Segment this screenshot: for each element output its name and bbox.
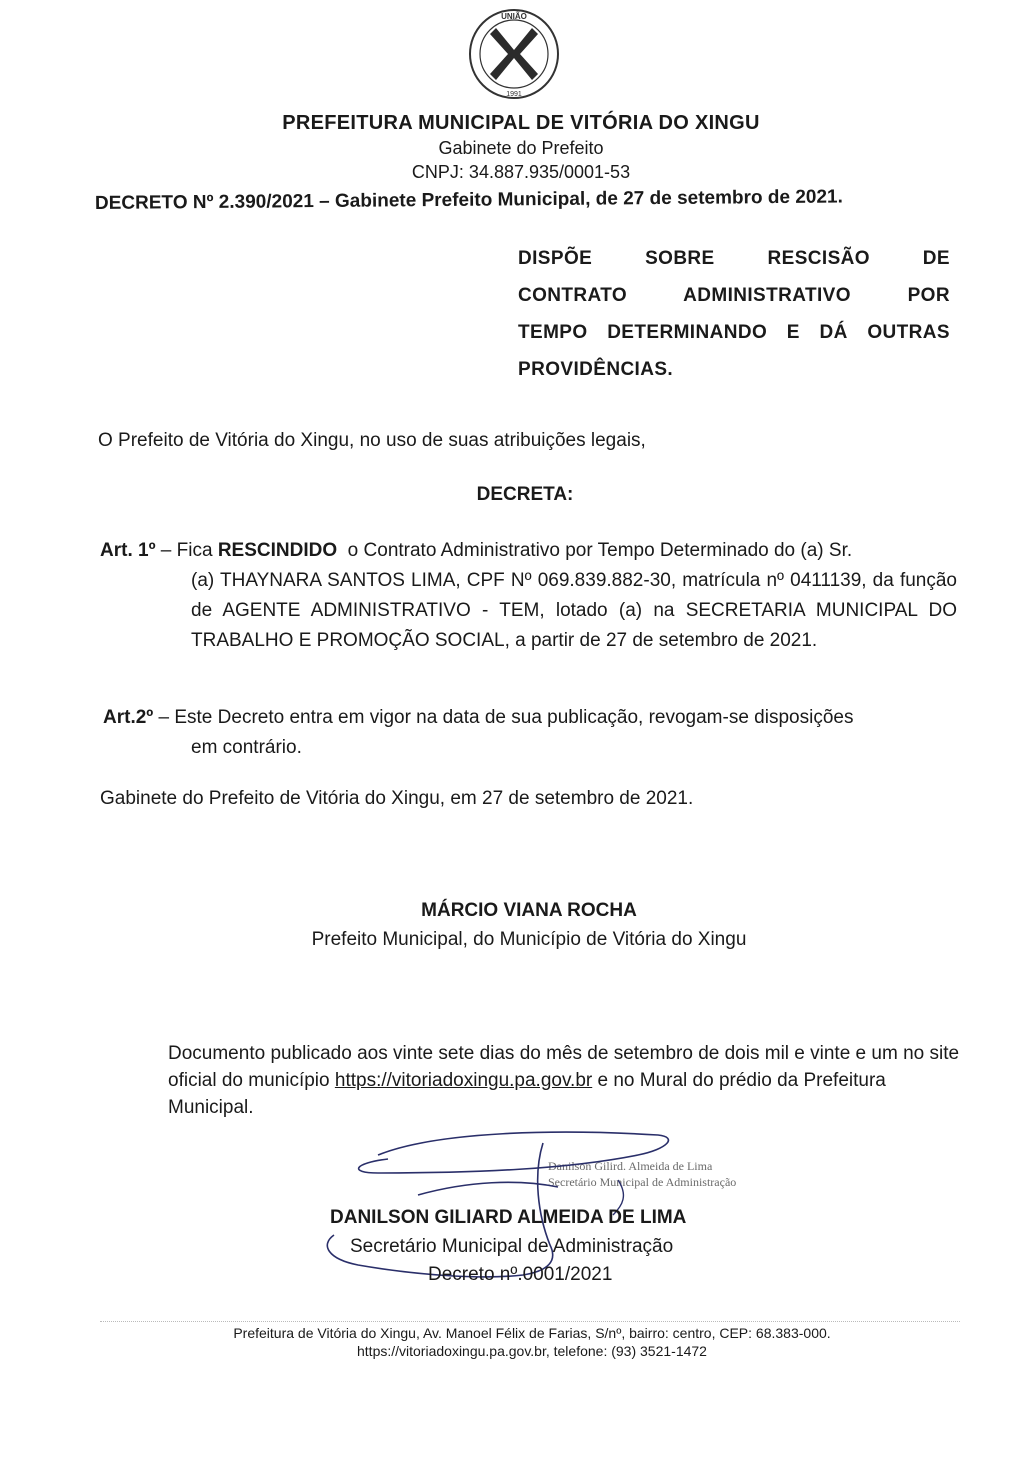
handwritten-signature [318,1125,758,1285]
secretary-name: DANILSON GILIARD ALMEIDA DE LIMA [330,1207,687,1228]
footer-contact: https://vitoriadoxingu.pa.gov.br, telefone: (93) 3521-1472 [357,1343,707,1359]
article-1-label: Art. 1º [100,540,156,561]
ementa-line: TEMPO DETERMINANDO E DÁ OUTRAS [518,322,950,343]
article-2-label: Art.2º [103,707,154,728]
ementa-line: PROVIDÊNCIAS. [518,359,674,380]
article-2-body: em contrário. [191,737,302,758]
cnpj: CNPJ: 34.887.935/0001-53 [411,162,631,182]
decree-ementa [518,240,950,388]
ementa-line: DISPÕE SOBRE RESCISÃO DE [518,248,950,269]
municipal-seal [466,6,562,102]
preamble: O Prefeito de Vitória do Xingu, no uso de suas atribuições legais, [98,430,646,451]
mayor-role: Prefeito Municipal, do Município de Vitória do Xingu [311,929,747,950]
article-2: Art.2º – Este Decreto entra em vigor na data de sua publicação, revogam-se disposições [103,707,854,728]
mayor-name: MÁRCIO VIANA ROCHA [421,900,637,921]
decreta-heading: DECRETA: [476,484,574,505]
institution-name: PREFEITURA MUNICIPAL DE VITÓRIA DO XINGU [282,112,760,134]
secretary-role: Secretário Municipal de Administração [350,1236,674,1257]
signature-stamp: Danilson Gilird. Almeida de Lima Secretário Municipal de Administração [548,1159,737,1189]
article-1-body: (a) THAYNARA SANTOS LIMA, CPF Nº 069.839.882-30, matrícula nº 0411139, da função de AGENTE ADMINISTRATIVO - TEM, lotado (a) na SECRETARIA MUNICIPAL DO TRABALHO E PROMOÇÃO SOCIAL, a partir de 27 de setembro de 2021. [191,570,957,651]
footer-address: Prefeitura de Vitória do Xingu, Av. Manoel Félix de Farias, S/nº, bairro: centro, CEP: 68.383-000. [233,1325,831,1341]
svg-text:1991: 1991 [506,91,522,98]
decree-title: DECRETO Nº 2.390/2021 – Gabinete Prefeito Municipal, de 27 de setembro de 2021. [94,186,843,214]
ementa-line: CONTRATO ADMINISTRATIVO POR [518,285,950,306]
closing-line: Gabinete do Prefeito de Vitória do Xingu, em 27 de setembro de 2021. [100,788,694,809]
publication-note: Documento publicado aos vinte sete dias do mês de setembro de dois mil e vinte e um no site oficial do município https://vitoriadoxingu.pa.gov.br e no Mural do prédio da Prefeitura Municipal. [168,1043,960,1118]
svg-text:UNIÃO: UNIÃO [501,12,527,21]
municipality-site-link[interactable]: https://vitoriadoxingu.pa.gov.br [334,1070,593,1091]
article-1: Art. 1º – Fica RESCINDIDO o Contrato Administrativo por Tempo Determinado do (a) Sr. [100,540,853,561]
rescindido-keyword: RESCINDIDO [217,540,338,561]
office-name: Gabinete do Prefeito [438,138,604,158]
secretary-decree: Decreto nº.0001/2021 [428,1264,613,1285]
footer-divider [100,1321,960,1322]
